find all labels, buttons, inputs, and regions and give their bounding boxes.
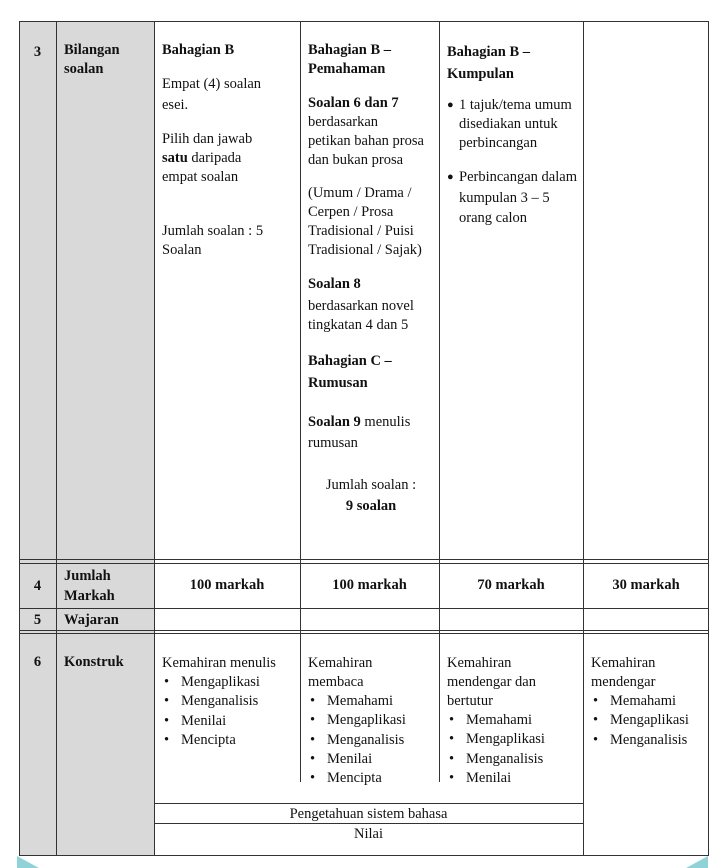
border-top	[19, 21, 709, 22]
construct-heading: Kemahiran membaca	[308, 655, 373, 690]
construct-item: • Menilai	[447, 769, 579, 788]
hline-row5-bottom2	[19, 633, 709, 634]
row6-col1	[162, 654, 296, 750]
border-bottom	[19, 855, 709, 856]
row3-number: 3	[33, 44, 42, 60]
vline-col1	[300, 21, 301, 782]
row4-mark-col2: 100 markah	[332, 577, 407, 593]
construct-list	[591, 692, 707, 750]
row6-col2	[308, 654, 434, 788]
row5-label: Wajaran	[64, 612, 119, 628]
construct-item: • Mengaplikasi	[162, 673, 296, 692]
hline-shared1-top	[154, 803, 584, 804]
col2-q9-text: menulis rumusan	[308, 414, 411, 451]
hline-row4-bottom	[19, 608, 709, 609]
construct-item: • Menilai	[308, 750, 434, 769]
vline-num	[56, 21, 57, 856]
construct-item: • Memahami	[591, 692, 707, 711]
construct-item: • Menganalisis	[447, 750, 579, 769]
col1-line1: Empat (4) soalan esei.	[162, 76, 262, 113]
hline-row5-bottom	[19, 630, 709, 631]
row3-col2	[308, 41, 434, 517]
num-column-fill	[19, 21, 56, 856]
col3-point: ● 1 tajuk/tema umum disediakan untuk perbincangan	[447, 96, 577, 153]
col2-heading: Bahagian B – Pemahaman	[308, 42, 391, 77]
row4-mark-col3: 70 markah	[477, 577, 545, 593]
hline-row3-bottom	[19, 559, 709, 560]
construct-heading: Kemahiran menulis	[162, 655, 276, 671]
row6-col3	[447, 654, 579, 788]
vline-col3	[583, 21, 584, 856]
row5-number: 5	[33, 612, 42, 628]
col1-total: Jumlah soalan : 5 Soalan	[162, 223, 264, 258]
construct-item: • Mencipta	[162, 731, 296, 750]
row3-col1	[162, 41, 294, 260]
construct-item: • Menganalisis	[308, 731, 434, 750]
construct-item: • Menganalisis	[591, 731, 707, 750]
spec-table	[19, 21, 709, 856]
construct-heading: Kemahiran mendengar	[591, 655, 656, 690]
construct-item: • Mengaplikasi	[308, 711, 434, 730]
col2-genres: (Umum / Drama / Cerpen / Prosa Tradisional / Puisi Tradisional / Sajak)	[308, 185, 422, 258]
row4-mark-col1: 100 markah	[189, 577, 265, 593]
col3-heading: Bahagian B – Kumpulan	[447, 44, 530, 82]
border-right	[708, 21, 709, 856]
row4-number: 4	[33, 578, 42, 594]
construct-item: • Menilai	[162, 712, 296, 731]
construct-list	[447, 711, 579, 788]
construct-item: • Mengaplikasi	[591, 711, 707, 730]
row3-col3	[447, 41, 579, 229]
shared-row-values: Nilai	[354, 826, 383, 842]
hline-row4-top2	[19, 563, 709, 564]
col1-line2-bold: satu	[162, 150, 188, 166]
col2-q67-text: berdasarkan petikan bahan prosa dan bukan prosa	[308, 114, 424, 168]
col2-partc-heading: Bahagian C – Rumusan	[308, 353, 392, 391]
construct-list	[308, 692, 434, 788]
border-left	[19, 21, 20, 856]
row6-label: Konstruk	[64, 654, 124, 670]
col1-line2	[162, 130, 277, 187]
col3-points	[447, 96, 579, 229]
construct-item: • Memahami	[308, 692, 434, 711]
construct-heading: Kemahiran mendengar dan bertutur	[447, 655, 536, 709]
construct-item: • Mencipta	[308, 769, 434, 788]
row6-col4	[591, 654, 707, 750]
col2-q8-text: berdasarkan novel tingkatan 4 dan 5	[308, 298, 414, 333]
row4-mark-col4: 30 markah	[612, 577, 680, 593]
row3-label: Bilangan soalan	[64, 42, 120, 77]
col2-q67-label: Soalan 6 dan 7	[308, 95, 399, 111]
col1-line2-post: daripada empat soalan	[162, 150, 242, 185]
col2-q8-label: Soalan 8	[308, 276, 361, 292]
vline-col2	[439, 21, 440, 782]
col2-total-value: 9 soalan	[345, 498, 397, 514]
construct-item: • Menganalisis	[162, 692, 296, 711]
hline-shared2-top	[154, 823, 584, 824]
label-column-fill	[56, 21, 154, 856]
construct-item: • Mengaplikasi	[447, 730, 579, 749]
col2-total-label: Jumlah soalan :	[325, 477, 417, 493]
col3-point: ● Perbincangan dalam kumpulan 3 – 5 orang calon	[447, 167, 579, 229]
col2-q9-label: Soalan 9	[308, 414, 361, 430]
row4-label: Jumlah Markah	[64, 568, 115, 604]
col1-line2-pre: Pilih dan jawab	[162, 131, 253, 147]
row6-number: 6	[33, 654, 42, 670]
corner-accent-right	[686, 856, 708, 868]
vline-label	[154, 21, 155, 856]
col1-heading: Bahagian B	[162, 42, 235, 58]
construct-item: • Memahami	[447, 711, 579, 730]
shared-row-language: Pengetahuan sistem bahasa	[289, 806, 448, 822]
construct-list	[162, 673, 296, 750]
corner-accent-left	[17, 856, 39, 868]
col2-q9	[308, 412, 432, 454]
